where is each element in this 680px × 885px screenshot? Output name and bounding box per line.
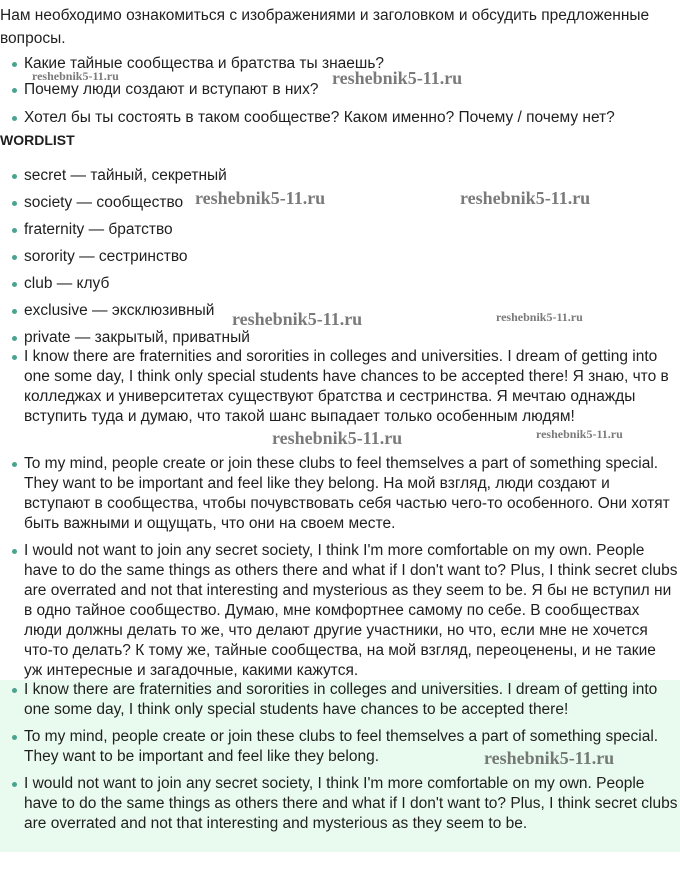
word-item: secret — тайный, секретный bbox=[0, 166, 678, 186]
list-item: Какие тайные сообщества и братства ты знаешь? bbox=[0, 54, 678, 74]
wordlist-heading: WORDLIST bbox=[0, 132, 75, 148]
bullet-icon bbox=[12, 62, 17, 67]
watermark: reshebnik5-11.ru bbox=[484, 748, 615, 768]
word-item: club — клуб bbox=[0, 274, 678, 294]
word-item: private — закрытый, приватный bbox=[0, 328, 678, 348]
answer-item: To my mind, people create or join these clubs to feel themselves a part of something special. They want to be important and feel like they belong. На мой взгляд, люди создают и вступают в сообщества, чтобы почувствовать себя частью чего-то особенного. Они хотят быть важными и ощущать, что они на своем месте. bbox=[0, 454, 678, 534]
bullet-icon bbox=[12, 201, 17, 206]
watermark: reshebnik5-11.ru bbox=[272, 428, 403, 448]
watermark: reshebnik5-11.ru bbox=[195, 188, 326, 208]
watermark: reshebnik5-11.ru bbox=[32, 69, 119, 83]
answer-en-item: To my mind, people create or join these clubs to feel themselves a part of something special. They want to be important and feel like they belong. bbox=[0, 727, 678, 767]
bullet-icon bbox=[12, 336, 17, 341]
bullet-icon bbox=[12, 462, 17, 467]
bullet-icon bbox=[12, 282, 17, 287]
intro-paragraph: Нам необходимо ознакомиться с изображениями и заголовком и обсудить предложенные вопросы. bbox=[0, 7, 650, 47]
watermark: reshebnik5-11.ru bbox=[332, 68, 463, 88]
bullet-icon bbox=[12, 549, 17, 554]
bullet-icon bbox=[12, 735, 17, 740]
word-item: fraternity — братство bbox=[0, 220, 678, 240]
bullet-icon bbox=[12, 228, 17, 233]
bullet-icon bbox=[12, 88, 17, 93]
bullet-icon bbox=[12, 116, 17, 121]
answer-en-item: I would not want to join any secret society, I think I'm more comfortable on my own. People have to do the same things as others there and what if I don't want to? Plus, I think secret clubs are overrated and not that interesting and mysterious as they seem to be. bbox=[0, 774, 678, 834]
list-item: Почему люди создают и вступают в них? bbox=[0, 80, 678, 100]
word-item: exclusive — эксклюзивный bbox=[0, 301, 678, 321]
bullet-icon bbox=[12, 782, 17, 787]
answer-item: I know there are fraternities and sororities in colleges and universities. I dream of getting into one some day, I think only special students have chances to be accepted there! Я знаю, что в колледжах и университетах существуют братства и сестринства. Я мечтаю однажды вступить туда и думаю, что такой шанс выпадает только особенным людям! bbox=[0, 347, 678, 427]
watermark: reshebnik5-11.ru bbox=[460, 188, 591, 208]
bullet-icon bbox=[12, 688, 17, 693]
bullet-icon bbox=[12, 174, 17, 179]
bullet-icon bbox=[12, 255, 17, 260]
word-item: society — сообщество bbox=[0, 193, 678, 213]
answer-en-item: I know there are fraternities and sororities in colleges and universities. I dream of getting into one some day, I think only special students have chances to be accepted there! bbox=[0, 680, 678, 720]
watermark: reshebnik5-11.ru bbox=[536, 427, 623, 441]
word-item: sorority — сестринство bbox=[0, 247, 678, 267]
watermark: reshebnik5-11.ru bbox=[496, 310, 583, 324]
watermark: reshebnik5-11.ru bbox=[232, 309, 363, 329]
bullet-icon bbox=[12, 309, 17, 314]
answer-item: I would not want to join any secret society, I think I'm more comfortable on my own. People have to do the same things as others there and what if I don't want to? Plus, I think secret clubs are overrated and not that interesting and mysterious as they seem to be. Я бы не вступил ни в одно тайное сообщество. Думаю, мне комфортнее самому по себе. В сообществах люди должны делать то же, что делают другие участники, но что, если мне не хочется что-то делать? К тому же, тайные сообщества, на мой взгляд, переоценены, и не такие уж интересные и загадочные, какими кажутся. bbox=[0, 541, 678, 681]
bullet-icon bbox=[12, 355, 17, 360]
list-item: Хотел бы ты состоять в таком сообществе? Каком именно? Почему / почему нет? bbox=[0, 108, 678, 128]
